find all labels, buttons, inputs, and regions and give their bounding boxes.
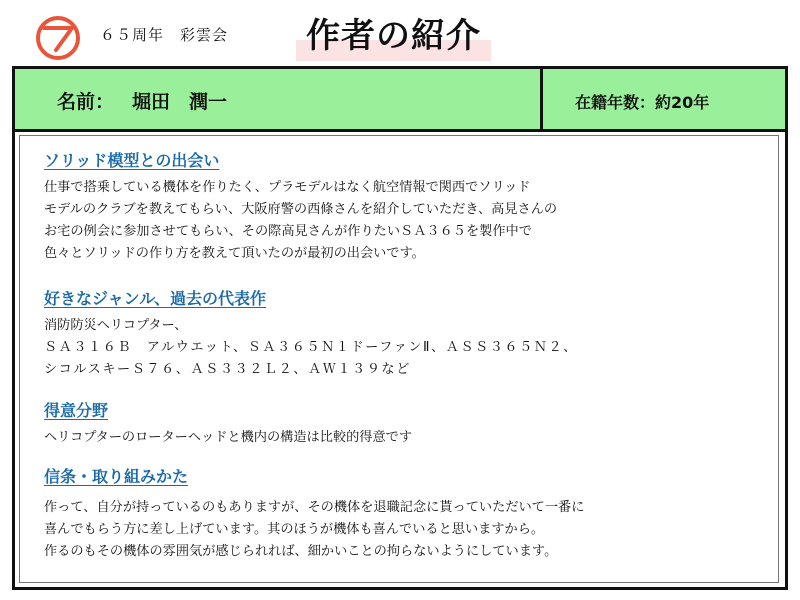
- section-favorite-genre: [44, 286, 578, 381]
- name-label: 名前：: [57, 91, 115, 113]
- section-text-line: ヘリコプターのローターヘッドと機内の構造は比較的得意です: [44, 430, 413, 445]
- section-text-line: 喜んでもらう方に差し上げています。其のほうが機体も喜んでいると思いますから。: [44, 522, 545, 537]
- name-bar-divider: [540, 69, 543, 129]
- section-specialty: [44, 398, 412, 449]
- author-name: [57, 87, 227, 114]
- page-title: 作者の紹介: [296, 8, 491, 61]
- content-panel: [19, 135, 779, 583]
- membership-years: 在籍年数：約20年: [575, 93, 710, 112]
- name-bar: [15, 69, 785, 132]
- section-principles: [44, 464, 584, 563]
- section-text-line: シコルスキーＳ７６、ＡＳ３３２Ｌ２、ＡＷ１３９など: [44, 362, 411, 377]
- profile-frame: [12, 66, 788, 590]
- name-value: 堀田 潤一: [132, 91, 228, 113]
- section-heading: 得意分野: [44, 401, 109, 420]
- page-header: [0, 0, 800, 62]
- section-text-line: モデルのクラブを教えてもらい、大阪府警の西條さんを紹介していただき、高見さんの: [44, 202, 558, 217]
- section-text-line: お宅の例会に参加させてもらい、その際高見さんが作りたいＳＡ３６５を製作中で: [44, 224, 532, 239]
- circle-logo-icon: [34, 14, 82, 62]
- section-text-line: 作るのもその機体の雰囲気が感じられれば、細かいことの拘らないようにしています。: [44, 544, 558, 559]
- anniversary-text: ６５周年 彩雲会: [100, 26, 229, 44]
- section-text-line: 消防防災ヘリコプター、: [44, 318, 188, 333]
- section-heading: 好きなジャンル、過去の代表作: [44, 289, 267, 308]
- section-text-line: 作って、自分が持っているのもありますが、その機体を退職記念に貰っていただいて一番に: [44, 500, 585, 515]
- section-heading: 信条・取り組みかた: [44, 467, 189, 486]
- section-text-line: ＳＡ３１６Ｂ アルウエット、ＳＡ３６５Ｎ１ドーファンⅡ、ＡＳＳ３６５Ｎ２、: [44, 340, 578, 355]
- section-text-line: 仕事で搭乗している機体を作りたく、プラモデルはなく航空情報で関西でソリッド: [44, 180, 531, 195]
- section-solid-models: [44, 148, 557, 265]
- section-text-line: 色々とソリッドの作り方を教えて頂いたのが最初の出会いです。: [44, 246, 425, 261]
- section-heading: ソリッド模型との出会い: [44, 151, 220, 170]
